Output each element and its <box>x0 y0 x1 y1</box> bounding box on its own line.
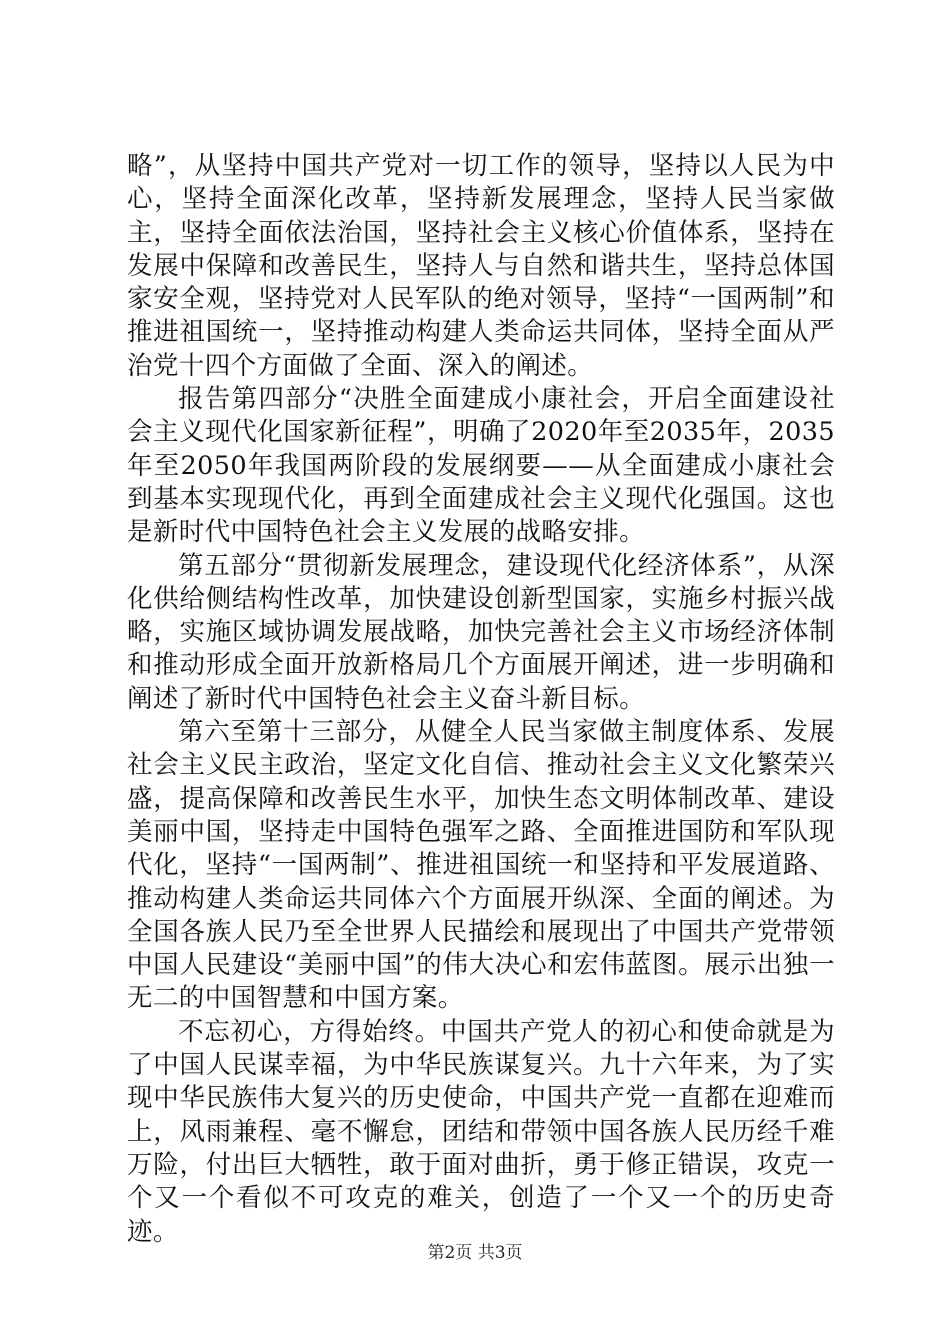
document-body <box>127 150 835 1249</box>
paragraph-1: 略”，从坚持中国共产党对一切工作的领导，坚持以人民为中心，坚持全面深化改革，坚持新发展理念，坚持人民当家做主，坚持全面依法治国，坚持社会主义核心价值体系，坚持在发展中保障和改善民生，坚持人与自然和谐共生，坚持总体国家安全观，坚持党对人民军队的绝对领导，坚持“一国两制”和推进祖国统一，坚持推动构建人类命运共同体，坚持全面从严治党十四个方面做了全面、深入的阐述。 <box>127 151 835 381</box>
paragraph-4: 第六至第十三部分，从健全人民当家做主制度体系、发展社会主义民主政治，坚定文化自信、推动社会主义文化繁荣兴盛，提高保障和改善民生水平，加快生态文明体制改革、建设美丽中国，坚持走中国特色强军之路、全面推进国防和军队现代化，坚持“一国两制”、推进祖国统一和坚持和平发展道路、推动构建人类命运共同体六个方面展开纵深、全面的阐述。为全国各族人民乃至全世界人民描绘和展现出了中国共产党带领中国人民建设“美丽中国”的伟大决心和宏伟蓝图。展示出独一无二的中国智慧和中国方案。 <box>127 717 835 1014</box>
paragraph-5: 不忘初心，方得始终。中国共产党人的初心和使命就是为了中国人民谋幸福，为中华民族谋复兴。九十六年来，为了实现中华民族伟大复兴的历史使命，中国共产党一直都在迎难而上，风雨兼程、毫不懈怠，团结和带领中国各族人民历经千难万险，付出巨大牺牲，敢于面对曲折，勇于修正错误，攻克一个又一个看似不可攻克的难关，创造了一个又一个的历史奇迹。 <box>127 1016 835 1247</box>
paragraph-2: 报告第四部分“决胜全面建成小康社会，开启全面建设社会主义现代化国家新征程”，明确了2020年至2035年，2035年至2050年我国两阶段的发展纲要——从全面建成小康社会到基本实现现代化，再到全面建成社会主义现代化强国。这也是新时代中国特色社会主义发展的战略安排。 <box>127 384 835 548</box>
page-number-footer: 第2页 共3页 <box>427 1243 523 1263</box>
paragraph-3: 第五部分“贯彻新发展理念，建设现代化经济体系”，从深化供给侧结构性改革，加快建设创新型国家，实施乡村振兴战略，实施区域协调发展战略，加快完善社会主义市场经济体制和推动形成全面开放新格局几个方面展开阐述，进一步明确和阐述了新时代中国特色社会主义奋斗新目标。 <box>127 550 835 714</box>
